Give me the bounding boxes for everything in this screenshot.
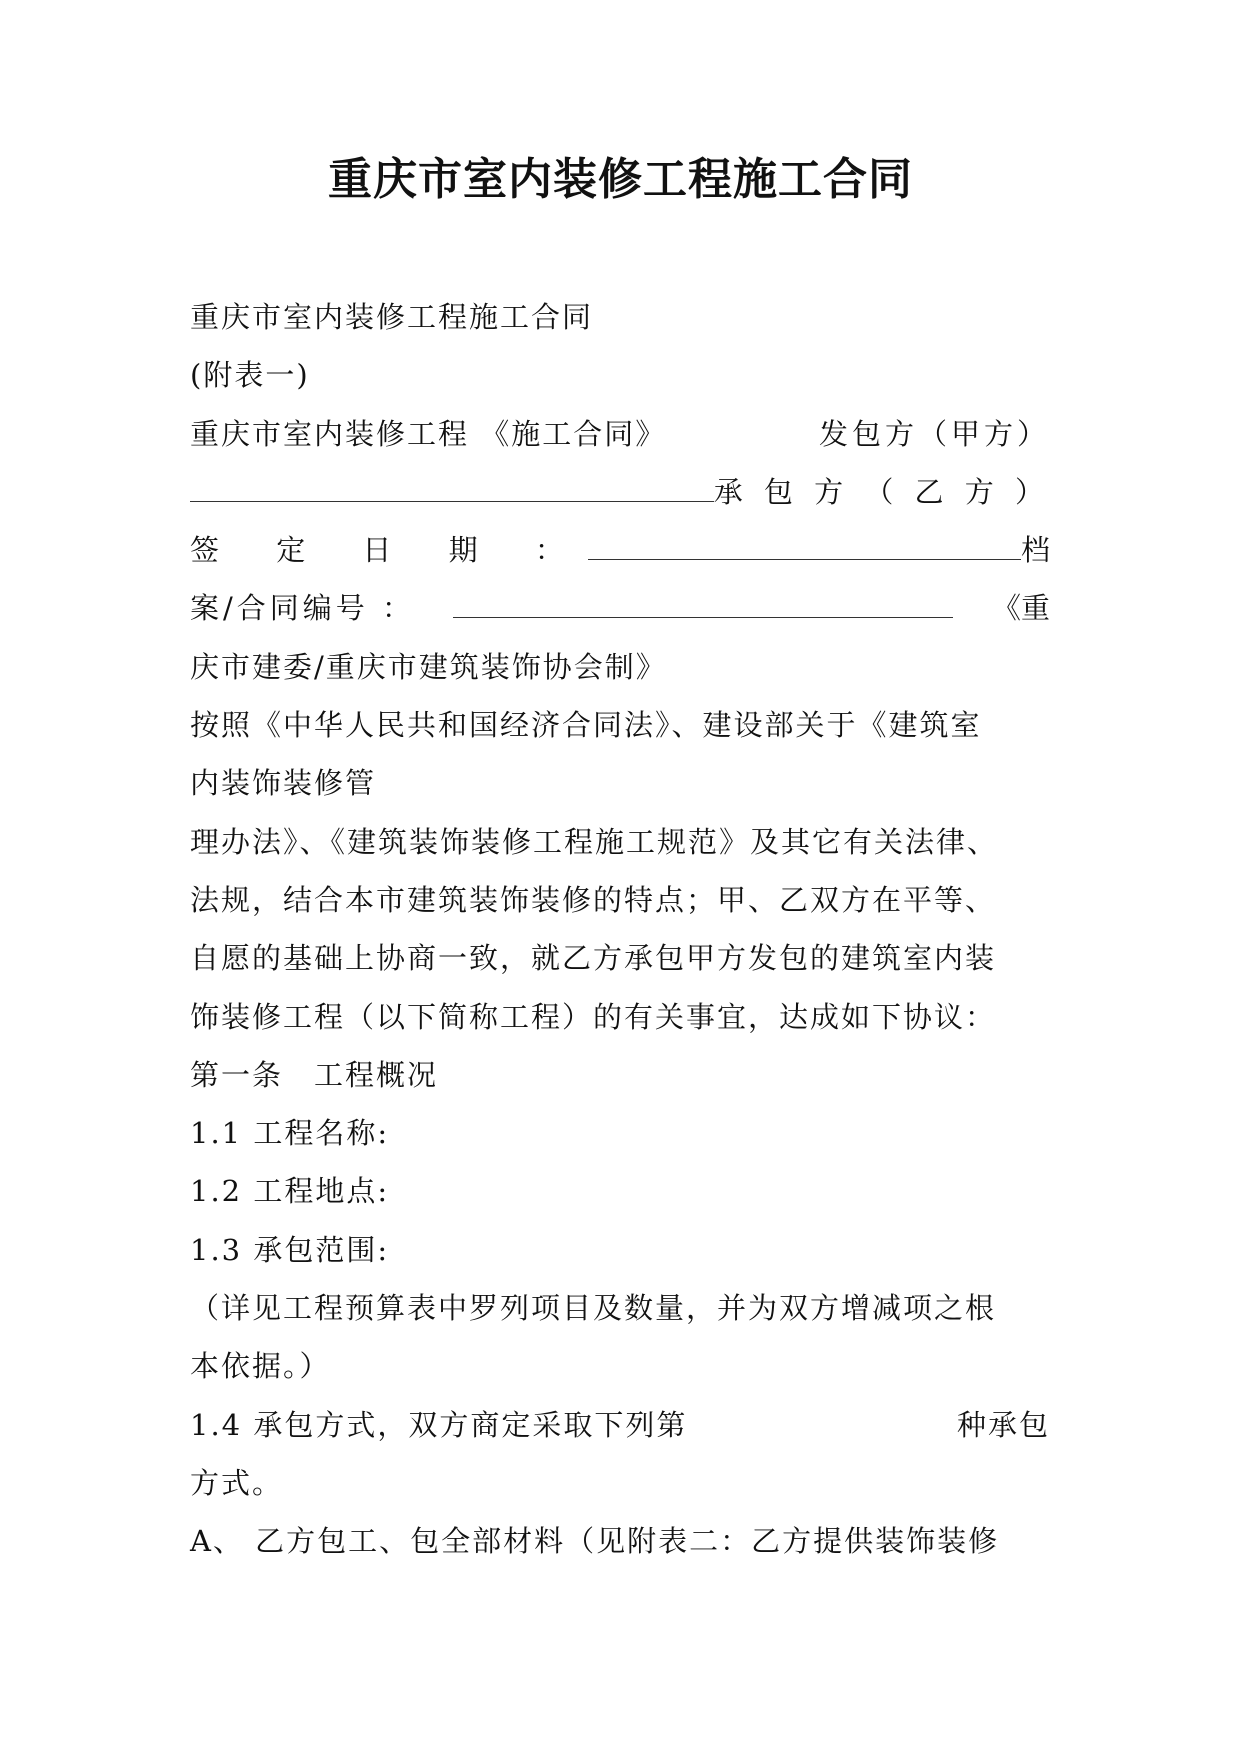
sign-date-row (190, 521, 1050, 579)
contractor-row (190, 463, 1050, 521)
document-title: 重庆市室内装修工程施工合同 (328, 154, 913, 205)
contract-mode-label: 1.4 承包方式，双方商定采取下列第 (190, 1407, 688, 1442)
contract-name-label: 重庆市室内装修工程 《施工合同》 (190, 416, 667, 451)
contractor-label: 承 包 方 （ 乙 方 ） (713, 474, 1050, 509)
body-line: 重庆市室内装修工程施工合同 (190, 300, 594, 334)
body-line: 1.2 工程地点: (190, 1174, 390, 1209)
document-body (190, 288, 1050, 1571)
contract-number-label: 案/合同编号 ： (190, 591, 415, 626)
employer-blank (190, 479, 714, 502)
body-line: 按照《中华人民共和国经济合同法》、建设部关于《建筑室 (190, 708, 982, 743)
body-line: （详见工程预算表中罗列项目及数量，并为双方增减项之根 (190, 1291, 997, 1326)
contract-number-row (190, 579, 1050, 637)
body-line: 法规，结合本市建筑装饰装修的特点；甲、乙双方在平等、 (190, 882, 997, 917)
contract-header-row (190, 405, 1050, 463)
contract-number-blank (453, 595, 953, 618)
contract-mode-suffix: 种承包 (956, 1407, 1050, 1442)
employer-label: 发包方（甲方） (818, 416, 1050, 451)
contract-mode-row (190, 1396, 1050, 1454)
section-heading: 第一条 工程概况 (190, 1057, 439, 1092)
sign-date-label: 签 定 日 期 ： (190, 533, 588, 568)
body-line: 内装饰装修管 (190, 766, 377, 801)
body-line: 理办法》、《建筑装饰装修工程施工规范》及其它有关法律、 (190, 824, 999, 859)
body-line: 1.1 工程名称: (190, 1116, 390, 1151)
body-line: A、 乙方包工、包全部材料（见附表二：乙方提供装饰装修 (190, 1524, 1000, 1559)
body-line: 本依据。） (190, 1349, 331, 1384)
archive-label-start: 档 (1020, 533, 1050, 568)
body-line: 自愿的基础上协商一致，就乙方承包甲方发包的建筑室内装 (190, 941, 997, 976)
body-line: 饰装修工程（以下简称工程）的有关事宜，达成如下协议： (190, 999, 997, 1034)
issuer-label-start: 《重 (991, 591, 1050, 626)
body-line: 1.3 承包范围: (190, 1232, 390, 1267)
sign-date-blank (588, 537, 1021, 560)
body-line: 方式。 (190, 1465, 284, 1500)
body-line: 庆市建委/重庆市建筑装饰协会制》 (190, 649, 667, 684)
body-line: (附表一) (190, 358, 310, 393)
